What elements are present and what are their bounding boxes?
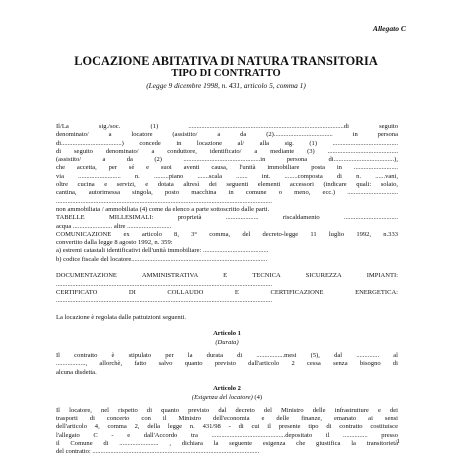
- article-2-subheading-text: (Esigenza del locatore): [191, 393, 253, 401]
- article-2-line: dell'articolo 4, comma 2, della legge n. 431/98 - di cui il presente tipo di contratto costituisce: [56, 423, 398, 431]
- intro-line: a) estremi catastali identificativi dell'unità immobiliare: ........................................: [56, 247, 269, 255]
- article-2-line: Il locatore, nel rispetto di quanto previsto dal decreto del Ministro delle infrastrutture e dei: [56, 406, 398, 414]
- article-2-line: l'allegato C - e dall'Accordo tra .............................................depositato il ............... presso: [56, 431, 398, 439]
- article-2-subheading-note: (4): [254, 393, 263, 401]
- document-subtitle: TIPO DI CONTRATTO: [171, 68, 281, 79]
- intro-line: TABELLE MILLESIMALI: proprietà .................... riscaldamento .................................: [56, 214, 398, 222]
- article-2-subheading: [56, 394, 398, 402]
- article-1-line: Il contratto è stipulato per la durata di .................mesi (5), dal .............. al: [56, 352, 398, 360]
- article-1-heading: Articolo 1: [213, 330, 241, 338]
- article-1-line: .................., allorchè, fatto salvo quanto previsto dall'articolo 2 cessa senza bisogno di: [56, 360, 398, 368]
- page-number: 1: [396, 438, 400, 445]
- document-title: LOCAZIONE ABITATIVA DI NATURA TRANSITORIA: [74, 54, 378, 68]
- documentation-line: ....................................................................................................................................: [56, 280, 273, 288]
- article-2-line: del contratto: ......................................................................................................: [56, 448, 260, 456]
- intro-line: oltre cucina e servizi, e dotata altresì dei seguenti elementi accessori (indicare quali: solaio,: [56, 181, 398, 189]
- document-body: [56, 123, 398, 457]
- certificate-line: ....................................................................................................................................: [56, 297, 273, 305]
- intro-line: di.....................................) concede in locazione al/ alla sig. (1) ........................................: [56, 139, 398, 147]
- intro-line: COMUNICAZIONE ex articolo 8, 3° comma, del decreto-legge 11 luglio 1992, n.333: [56, 230, 398, 238]
- intro-line: di seguito denominato/ a conduttore, identificato/ a mediante (3) ...........................................: [56, 147, 398, 155]
- intro-line: (assistito/ a da (2) ...............................................in persona di.....................................),: [56, 156, 398, 164]
- intro-line: acqua ........................ altre ...........................: [56, 222, 172, 230]
- intro-line: ....................................................................................................................................: [56, 197, 273, 205]
- annex-label: Allegato C: [372, 24, 406, 33]
- intro-line: denominato/ a locatore (assistito/ a da (2).................................... in persona: [56, 131, 398, 139]
- article-2-line: trasporti di concerto con il Ministro dell'economia e delle finanze, emanato ai sensi: [56, 415, 398, 423]
- article-2-line: il Comune di ........................ , dichiara la seguente esigenza che giustifica la transitorietà: [56, 439, 398, 447]
- intro-line: non ammobiliata / ammobiliata (4) come da elenco a parte sottoscritto dalle parti.: [56, 205, 270, 213]
- intro-line: cantina, autorimessa singola, posto macchina in comune o meno, ecc.) ...............................: [56, 189, 398, 197]
- intro-line: via .......................... n. .........piano .......scala ....... int. ........composta di n. ......vani,: [56, 172, 398, 180]
- article-1-subheading: (Durata): [215, 338, 239, 346]
- agreement-line: La locazione è regolata dalle pattuizioni seguenti.: [56, 313, 186, 321]
- article-1-line: alcuna disdetta.: [56, 368, 97, 376]
- intro-line: che accetta, per sé e suoi aventi causa, l'unità immobiliare posta in ...........................: [56, 164, 398, 172]
- intro-line: Il/La sig./soc. (1) ...............................................................................................di seguito: [56, 123, 398, 130]
- certificate-heading: CERTIFICATO DI COLLAUDO E CERTIFICAZIONE ENERGETICA:: [56, 288, 398, 296]
- documentation-heading: DOCUMENTAZIONE AMMINISTRATIVA E TECNICA SICUREZZA IMPIANTI:: [56, 272, 398, 280]
- intro-line: b) codice fiscale del locatore...................................................................................: [56, 255, 268, 263]
- article-2-heading: Articolo 2: [213, 385, 241, 393]
- intro-line: convertito dalla legge 8 agosto 1992, n. 359:: [56, 239, 173, 247]
- law-reference: (Legge 9 dicembre 1998, n. 431, articolo 5, comma 1): [146, 81, 306, 90]
